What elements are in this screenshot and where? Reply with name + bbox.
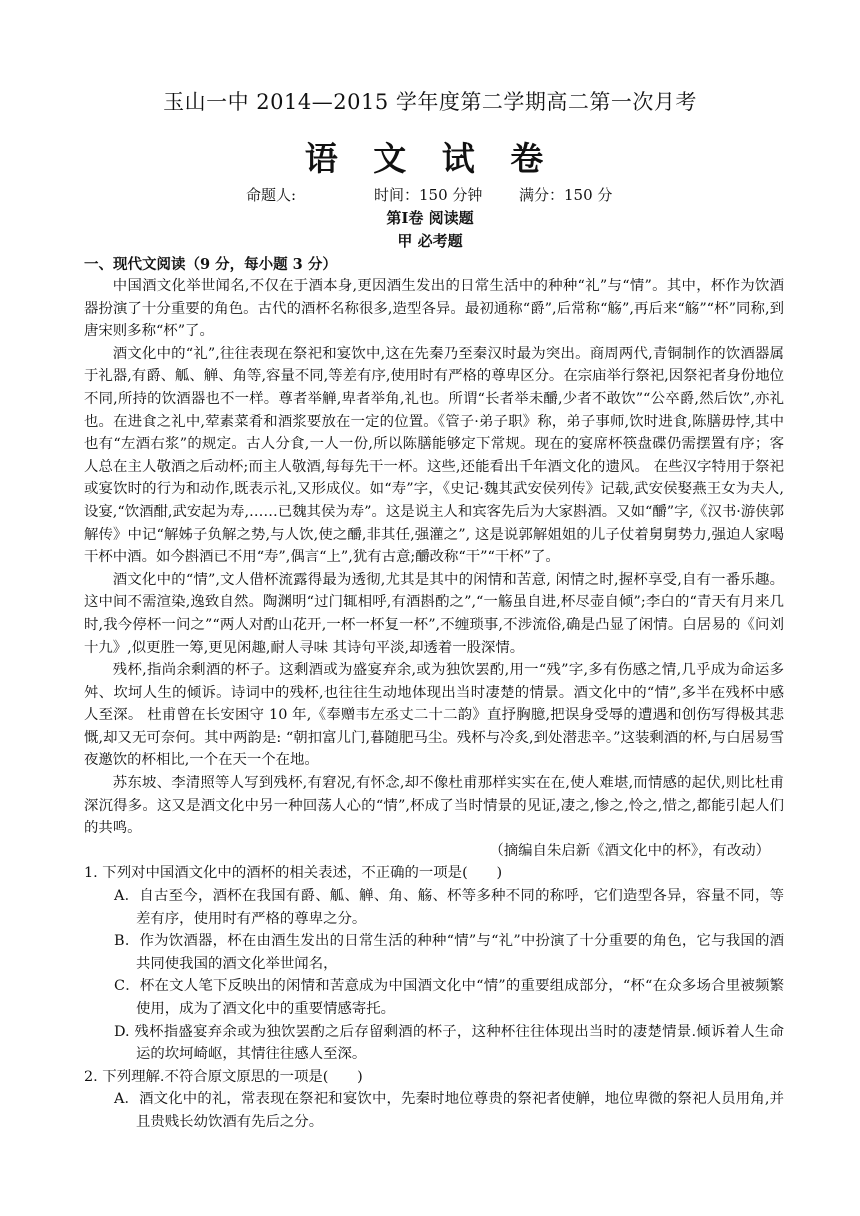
passage-paragraph: 苏东坡、李清照等人写到残杯,有窘况,有怀念,却不像杜甫那样实实在在,使人难堪,而情感的起伏,则比杜甫深沉得多。这又是酒文化中另一种回荡人心的“情”,杯成了当时情景的见证,凄之,惨之,怜之,惜之,都能引起人们的共鸣。 bbox=[84, 775, 784, 837]
passage-body bbox=[84, 275, 784, 1134]
question-2 bbox=[84, 1066, 784, 1134]
passage-paragraph: 残杯,指尚余剩酒的杯子。这剩酒或为盛宴弃余,或为独饮罢酌,用一“残”字,多有伤感之情,几乎成为命运多舛、坎坷人生的倾诉。诗词中的残杯,也往往生动地体现出当时凄楚的情景。酒文化中的“情”,多半在残杯中感人至深。 杜甫曾在长安困守 10 年,《奉赠韦左丞丈二十二韵》直抒胸臆,把误身受辱的遭遇和创伤写得极其悲慨,却又无可奈何。其中两韵是: “朝扣富儿门,暮随肥马尘。残杯与冷炙,到处潜悲辛。”这装剩酒的杯,与白居易雪夜邀饮的杯相比,一个在天一个在地。 bbox=[84, 662, 784, 769]
question-stem: 1. 下列对中国酒文化中的酒杯的相关表述，不正确的一项是( ) bbox=[84, 865, 503, 882]
question-option: B．作为饮酒器，杯在由酒生发出的日常生活的种种“情”与“礼”中扮演了十分重要的角色，它与我国的酒共同使我国的酒文化举世闻名， bbox=[114, 933, 784, 972]
question-1 bbox=[84, 862, 784, 1065]
section-title: 一、现代文阅读（9 分，每小题 3 分） bbox=[84, 256, 337, 273]
passage-paragraph: 酒文化中的“礼”,往往表现在祭祀和宴饮中,这在先秦乃至秦汉时最为突出。商周两代,青铜制作的饮酒器属于礼器,有爵、觚、觯、角等,容量不同,等差有序,使用时有严格的尊卑区分。在宗庙举行祭祀,因祭祀者身份地位不同,所持的饮酒器也不一样。尊者举觯,卑者举角,礼也。所谓“长者举未釂,少者不敢饮”“公卒爵,然后饮”,亦礼也。在进食之礼中,荤素菜肴和酒浆要放在一定的位置。《管子·弟子职》称，弟子事师,饮时进食,陈膳毋悖,其中也有“左酒右浆”的规定。古人分食,一人一份,所以陈膳能够定下常规。现在的宴席杯筷盘碟仍需摆置有序；客人总在主人敬酒之后动杯;而主人敬酒,每每先干一杯。这些,还能看出千年酒文化的遗风。 在些汉字特用于祭祀或宴饮时的行为和动作,既表示礼,又形成仪。如“寿”字，《史记·魏其武安侯列传》记载,武安侯娶燕王女为夫人,设宴,“饮酒酣,武安起为寿,……已魏其侯为寿”。这是说主人和宾客先后为大家斟酒。又如“釂”字,《汉书·游侠郭解传》中记“解姊子负解之势,与人饮,使之釂,非其任,强灌之”, 这是说郭解姐姐的儿子仗着舅舅势力,强迫人家喝干杯中酒。如今斟酒已不用“寿”,偶言“上”,犹有古意;釂改称“干”“干杯”了。 bbox=[84, 345, 784, 566]
part-heading: 甲 必考题 bbox=[397, 232, 463, 250]
passage-source: （摘编自朱启新《酒文化中的杯》，有改动） bbox=[489, 842, 770, 859]
volume-heading: 第Ⅰ卷 阅读题 bbox=[386, 209, 474, 227]
question-option: C．杯在文人笔下反映出的闲情和苦意成为中国酒文化中“情”的重要组成部分，“杯“在众多场合里被频繁使用，成为了酒文化中的重要情感寄托。 bbox=[114, 978, 784, 1017]
question-option: A．酒文化中的礼，常表现在祭祀和宴饮中，先秦时地位尊贵的祭祀者使觯，地位卑微的祭祀人员用角,并且贵贱长幼饮酒有先后之分。 bbox=[114, 1091, 784, 1130]
question-option: A．自古至今，酒杯在我国有爵、觚、觯、角、觞、杯等多种不同的称呼，它们造型各异，容量不同，等差有序，使用时有严格的尊卑之分。 bbox=[114, 888, 784, 927]
passage-paragraph: 酒文化中的“情”,文人借杯流露得最为透彻,尤其是其中的闲情和苦意, 闲情之时,握杯享受,自有一番乐趣。这中间不需渲染,逸致自然。陶渊明“过门辄相呼,有酒斟酌之”,“一觞虽自进,杯尽壶自倾”;李白的“青天有月来几时,我今停杯一问之”“两人对酌山花开,一杯一杯复一杯”,不缠琐事,不涉流俗,确是凸显了闲情。白居易的《问刘十九》,似更胜一筹,更见闲趣,耐人寻味 其诗句平淡,却透着一股深情。 bbox=[84, 571, 784, 656]
time-label: 时间：150 分钟 bbox=[374, 186, 483, 204]
exam-title: 玉山一中 2014—2015 学年度第二学期高二第一次月考 bbox=[163, 90, 697, 114]
question-stem: 2. 下列理解.不符合原文原思的一项是( ) bbox=[84, 1068, 363, 1085]
score-label: 满分：150 分 bbox=[519, 186, 613, 204]
question-option: D. 残杯指盛宴弃余或为独饮罢酌之后存留剩酒的杯子，这种杯往往体现出当时的凄楚情景.倾诉着人生命运的坎坷崎岖，其情往往感人至深。 bbox=[114, 1023, 784, 1063]
passage-paragraph: 中国酒文化举世闻名,不仅在于酒本身,更因酒生发出的日常生活中的种种“礼”与“情”。其中，杯作为饮酒器扮演了十分重要的角色。古代的酒杯名称很多,造型各异。最初通称“爵”,后常称“觞”,再后来“觞”“杯”同称,到唐宋则多称“杯”了。 bbox=[84, 278, 784, 340]
subject-title: 语 文 试 卷 bbox=[304, 139, 556, 178]
setter-label: 命题人: bbox=[246, 186, 297, 204]
